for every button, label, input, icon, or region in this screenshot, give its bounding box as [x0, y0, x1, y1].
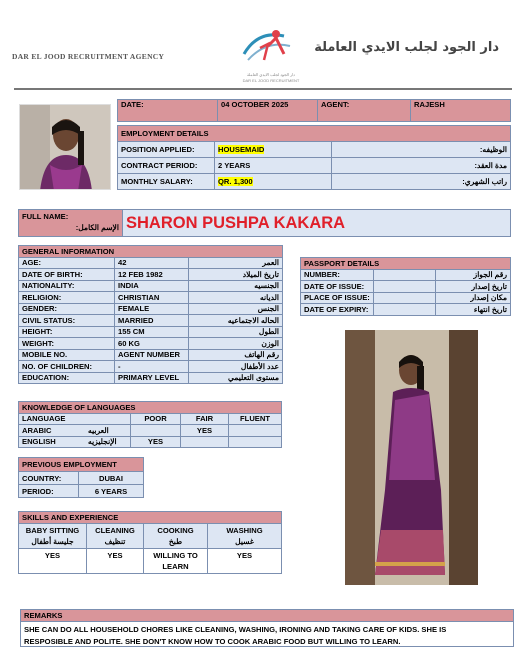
- general-info-value: PRIMARY LEVEL: [115, 372, 189, 384]
- passport-label: DATE OF ISSUE:: [301, 281, 374, 293]
- general-info-label: DATE OF BIRTH:: [19, 269, 115, 281]
- general-info-ar: الجنس: [189, 303, 283, 315]
- position-value-cell: [215, 142, 332, 158]
- skill-babysitting-header: [19, 523, 87, 548]
- general-info-row: [19, 292, 283, 304]
- general-info-title: GENERAL INFORMATION: [19, 246, 283, 258]
- skill-babysitting-ar: جليسة أطفال: [31, 536, 74, 546]
- employment-details-table: [117, 125, 511, 190]
- lang-english-fair: [181, 436, 229, 448]
- general-info-value: FEMALE: [115, 303, 189, 315]
- passport-row: [301, 269, 511, 281]
- passport-value: [374, 304, 436, 316]
- general-info-value: AGENT NUMBER: [115, 349, 189, 361]
- passport-value: [374, 292, 436, 304]
- agency-name-arabic: دار الجود لجلب الايدي العاملة: [314, 40, 499, 55]
- lang-header-poor: POOR: [131, 413, 181, 425]
- lang-english-poor: YES: [131, 436, 181, 448]
- general-info-value: 155 CM: [115, 326, 189, 338]
- skill-babysitting-value: YES: [19, 548, 87, 573]
- general-info-label: GENDER:: [19, 303, 115, 315]
- skill-babysitting-en: BABY SITTING: [25, 525, 80, 535]
- general-info-ar: الجنسيه: [189, 280, 283, 292]
- remarks-line-1: SHE CAN DO ALL HOUSEHOLD CHORES LIKE CLEANING, WASHING, IRONING AND TAKING CARE OF KIDS. SHE IS: [24, 624, 447, 634]
- general-info-label: CIVIL STATUS:: [19, 315, 115, 327]
- contract-value: 2 YEARS: [215, 158, 332, 174]
- lang-english-fluent: [229, 436, 282, 448]
- contract-label: CONTRACT PERIOD:: [118, 158, 215, 174]
- general-info-row: [19, 269, 283, 281]
- general-info-row: [19, 315, 283, 327]
- general-info-label: EDUCATION:: [19, 372, 115, 384]
- general-info-value: 12 FEB 1982: [115, 269, 189, 281]
- general-info-table: [18, 245, 283, 384]
- passport-label: NUMBER:: [301, 269, 374, 281]
- agent-value: RAJESH: [411, 100, 511, 122]
- general-info-ar: الحاله الاجتماعيه: [189, 315, 283, 327]
- general-info-ar: الديانه: [189, 292, 283, 304]
- passport-row: [301, 304, 511, 316]
- skill-cleaning-en: CLEANING: [95, 525, 135, 535]
- full-name-value: SHARON PUSHPA KAKARA: [123, 210, 511, 237]
- passport-row: [301, 292, 511, 304]
- passport-value: [374, 269, 436, 281]
- lang-arabic-poor: [131, 425, 181, 437]
- general-info-ar: عدد الأطفال: [189, 361, 283, 373]
- skill-cleaning-ar: تنظيف: [104, 536, 126, 546]
- general-info-label: RELIGION:: [19, 292, 115, 304]
- salary-value: QR. 1,300: [218, 177, 253, 186]
- languages-title: KNOWLEDGE OF LANGUAGES: [19, 402, 282, 414]
- date-value: 04 OCTOBER 2025: [218, 100, 318, 122]
- full-name-label-cell: [19, 210, 123, 237]
- general-info-row: [19, 303, 283, 315]
- passport-title: PASSPORT DETAILS: [301, 258, 511, 270]
- general-info-row: [19, 257, 283, 269]
- lang-arabic-fluent: [229, 425, 282, 437]
- general-info-ar: الوزن: [189, 338, 283, 350]
- salary-value-cell: [215, 174, 332, 190]
- general-info-row: [19, 372, 283, 384]
- general-info-row: [19, 326, 283, 338]
- skill-washing-value: YES: [208, 548, 282, 573]
- skill-cleaning-header: [87, 523, 144, 548]
- salary-label-ar: راتب الشهري:: [332, 174, 511, 190]
- passport-ar: تاريخ إصدار: [436, 281, 511, 293]
- skills-table: [18, 511, 282, 574]
- general-info-value: MARRIED: [115, 315, 189, 327]
- logo-caption-arabic: دار الجود لجلب الايدي العاملة: [247, 72, 295, 77]
- remarks-title: REMARKS: [21, 610, 513, 622]
- lang-arabic-en: ARABIC: [22, 425, 52, 435]
- agency-name-english: DAR EL JOOD RECRUITMENT AGENCY: [12, 52, 165, 61]
- salary-label: MONTHLY SALARY:: [118, 174, 215, 190]
- employment-title: EMPLOYMENT DETAILS: [118, 126, 511, 142]
- previous-period-value: 6 YEARS: [79, 485, 144, 498]
- position-value: HOUSEMAID: [218, 145, 265, 154]
- general-info-value: 42: [115, 257, 189, 269]
- lang-arabic: [19, 425, 131, 437]
- general-info-value: INDIA: [115, 280, 189, 292]
- skill-washing-en: WASHING: [226, 525, 263, 535]
- general-info-value: -: [115, 361, 189, 373]
- skills-title: SKILLS AND EXPERIENCE: [19, 512, 282, 524]
- general-info-label: AGE:: [19, 257, 115, 269]
- previous-employment-table: [18, 457, 144, 498]
- general-info-ar: الطول: [189, 326, 283, 338]
- skill-cooking-en: COOKING: [157, 525, 194, 535]
- header-divider: [14, 88, 512, 90]
- lang-english: [19, 436, 131, 448]
- passport-details-table: [300, 257, 511, 316]
- lang-english-ar: الإنجليزيه: [88, 437, 117, 447]
- general-info-ar: تاريخ الميلاد: [189, 269, 283, 281]
- full-name-label-ar: الإسم الكامل:: [75, 223, 119, 232]
- previous-country-label: COUNTRY:: [19, 472, 79, 485]
- skill-cooking-value2: LEARN: [162, 561, 189, 571]
- general-info-row: [19, 280, 283, 292]
- general-info-label: HEIGHT:: [19, 326, 115, 338]
- general-info-row: [19, 361, 283, 373]
- date-label: DATE:: [118, 100, 218, 122]
- remarks-box: [20, 609, 514, 647]
- general-info-ar: العمر: [189, 257, 283, 269]
- general-info-ar: مستوى التعليمي: [189, 372, 283, 384]
- general-info-label: NATIONALITY:: [19, 280, 115, 292]
- date-agent-table: [117, 99, 511, 122]
- contract-label-ar: مدة العقد:: [332, 158, 511, 174]
- skill-washing-header: [208, 523, 282, 548]
- passport-row: [301, 281, 511, 293]
- skill-cooking-value-cell: [144, 548, 208, 573]
- previous-title: PREVIOUS EMPLOYMENT: [19, 458, 144, 472]
- general-info-label: WEIGHT:: [19, 338, 115, 350]
- general-info-value: 60 KG: [115, 338, 189, 350]
- full-name-table: [18, 209, 511, 237]
- lang-arabic-ar: العربيه: [88, 425, 109, 435]
- passport-ar: رقم الجواز: [436, 269, 511, 281]
- position-label: POSITION APPLIED:: [118, 142, 215, 158]
- candidate-photo-portrait: [19, 104, 111, 190]
- agent-label: AGENT:: [318, 100, 411, 122]
- passport-ar: تاريخ انتهاء: [436, 304, 511, 316]
- lang-header-fluent: FLUENT: [229, 413, 282, 425]
- general-info-label: MOBILE NO.: [19, 349, 115, 361]
- passport-ar: مكان إصدار: [436, 292, 511, 304]
- general-info-value: CHRISTIAN: [115, 292, 189, 304]
- general-info-row: [19, 338, 283, 350]
- skill-cleaning-value: YES: [87, 548, 144, 573]
- previous-country-value: DUBAI: [79, 472, 144, 485]
- remarks-text: [21, 622, 513, 651]
- skill-cooking-header: [144, 523, 208, 548]
- full-name-label: FULL NAME:: [22, 212, 69, 221]
- remarks-line-2: RESPOSIBLE AND POLITE. SHE DON'T KNOW HOW TO COOK ARABIC FOOD BUT WILLING TO LEARN.: [24, 637, 401, 646]
- general-info-label: NO. OF CHILDREN:: [19, 361, 115, 373]
- skill-cooking-value: WILLING TO: [153, 550, 198, 560]
- skill-washing-ar: غسيل: [235, 536, 254, 546]
- lang-header-fair: FAIR: [181, 413, 229, 425]
- position-label-ar: الوظيفه:: [332, 142, 511, 158]
- previous-period-label: PERIOD:: [19, 485, 79, 498]
- general-info-ar: رقم الهاتف: [189, 349, 283, 361]
- skill-cooking-ar: طبخ: [168, 536, 183, 546]
- agency-logo: [238, 24, 300, 76]
- passport-label: PLACE OF ISSUE:: [301, 292, 374, 304]
- general-info-row: [19, 349, 283, 361]
- lang-arabic-fair: YES: [181, 425, 229, 437]
- lang-header-language: LANGUAGE: [19, 413, 131, 425]
- candidate-photo-full-length: [345, 330, 478, 585]
- languages-table: [18, 401, 282, 448]
- lang-english-en: ENGLISH: [22, 437, 56, 447]
- logo-caption-english: DAR EL JOOD RECRUITMENT: [242, 78, 300, 83]
- passport-label: DATE OF EXPIRY:: [301, 304, 374, 316]
- passport-value: [374, 281, 436, 293]
